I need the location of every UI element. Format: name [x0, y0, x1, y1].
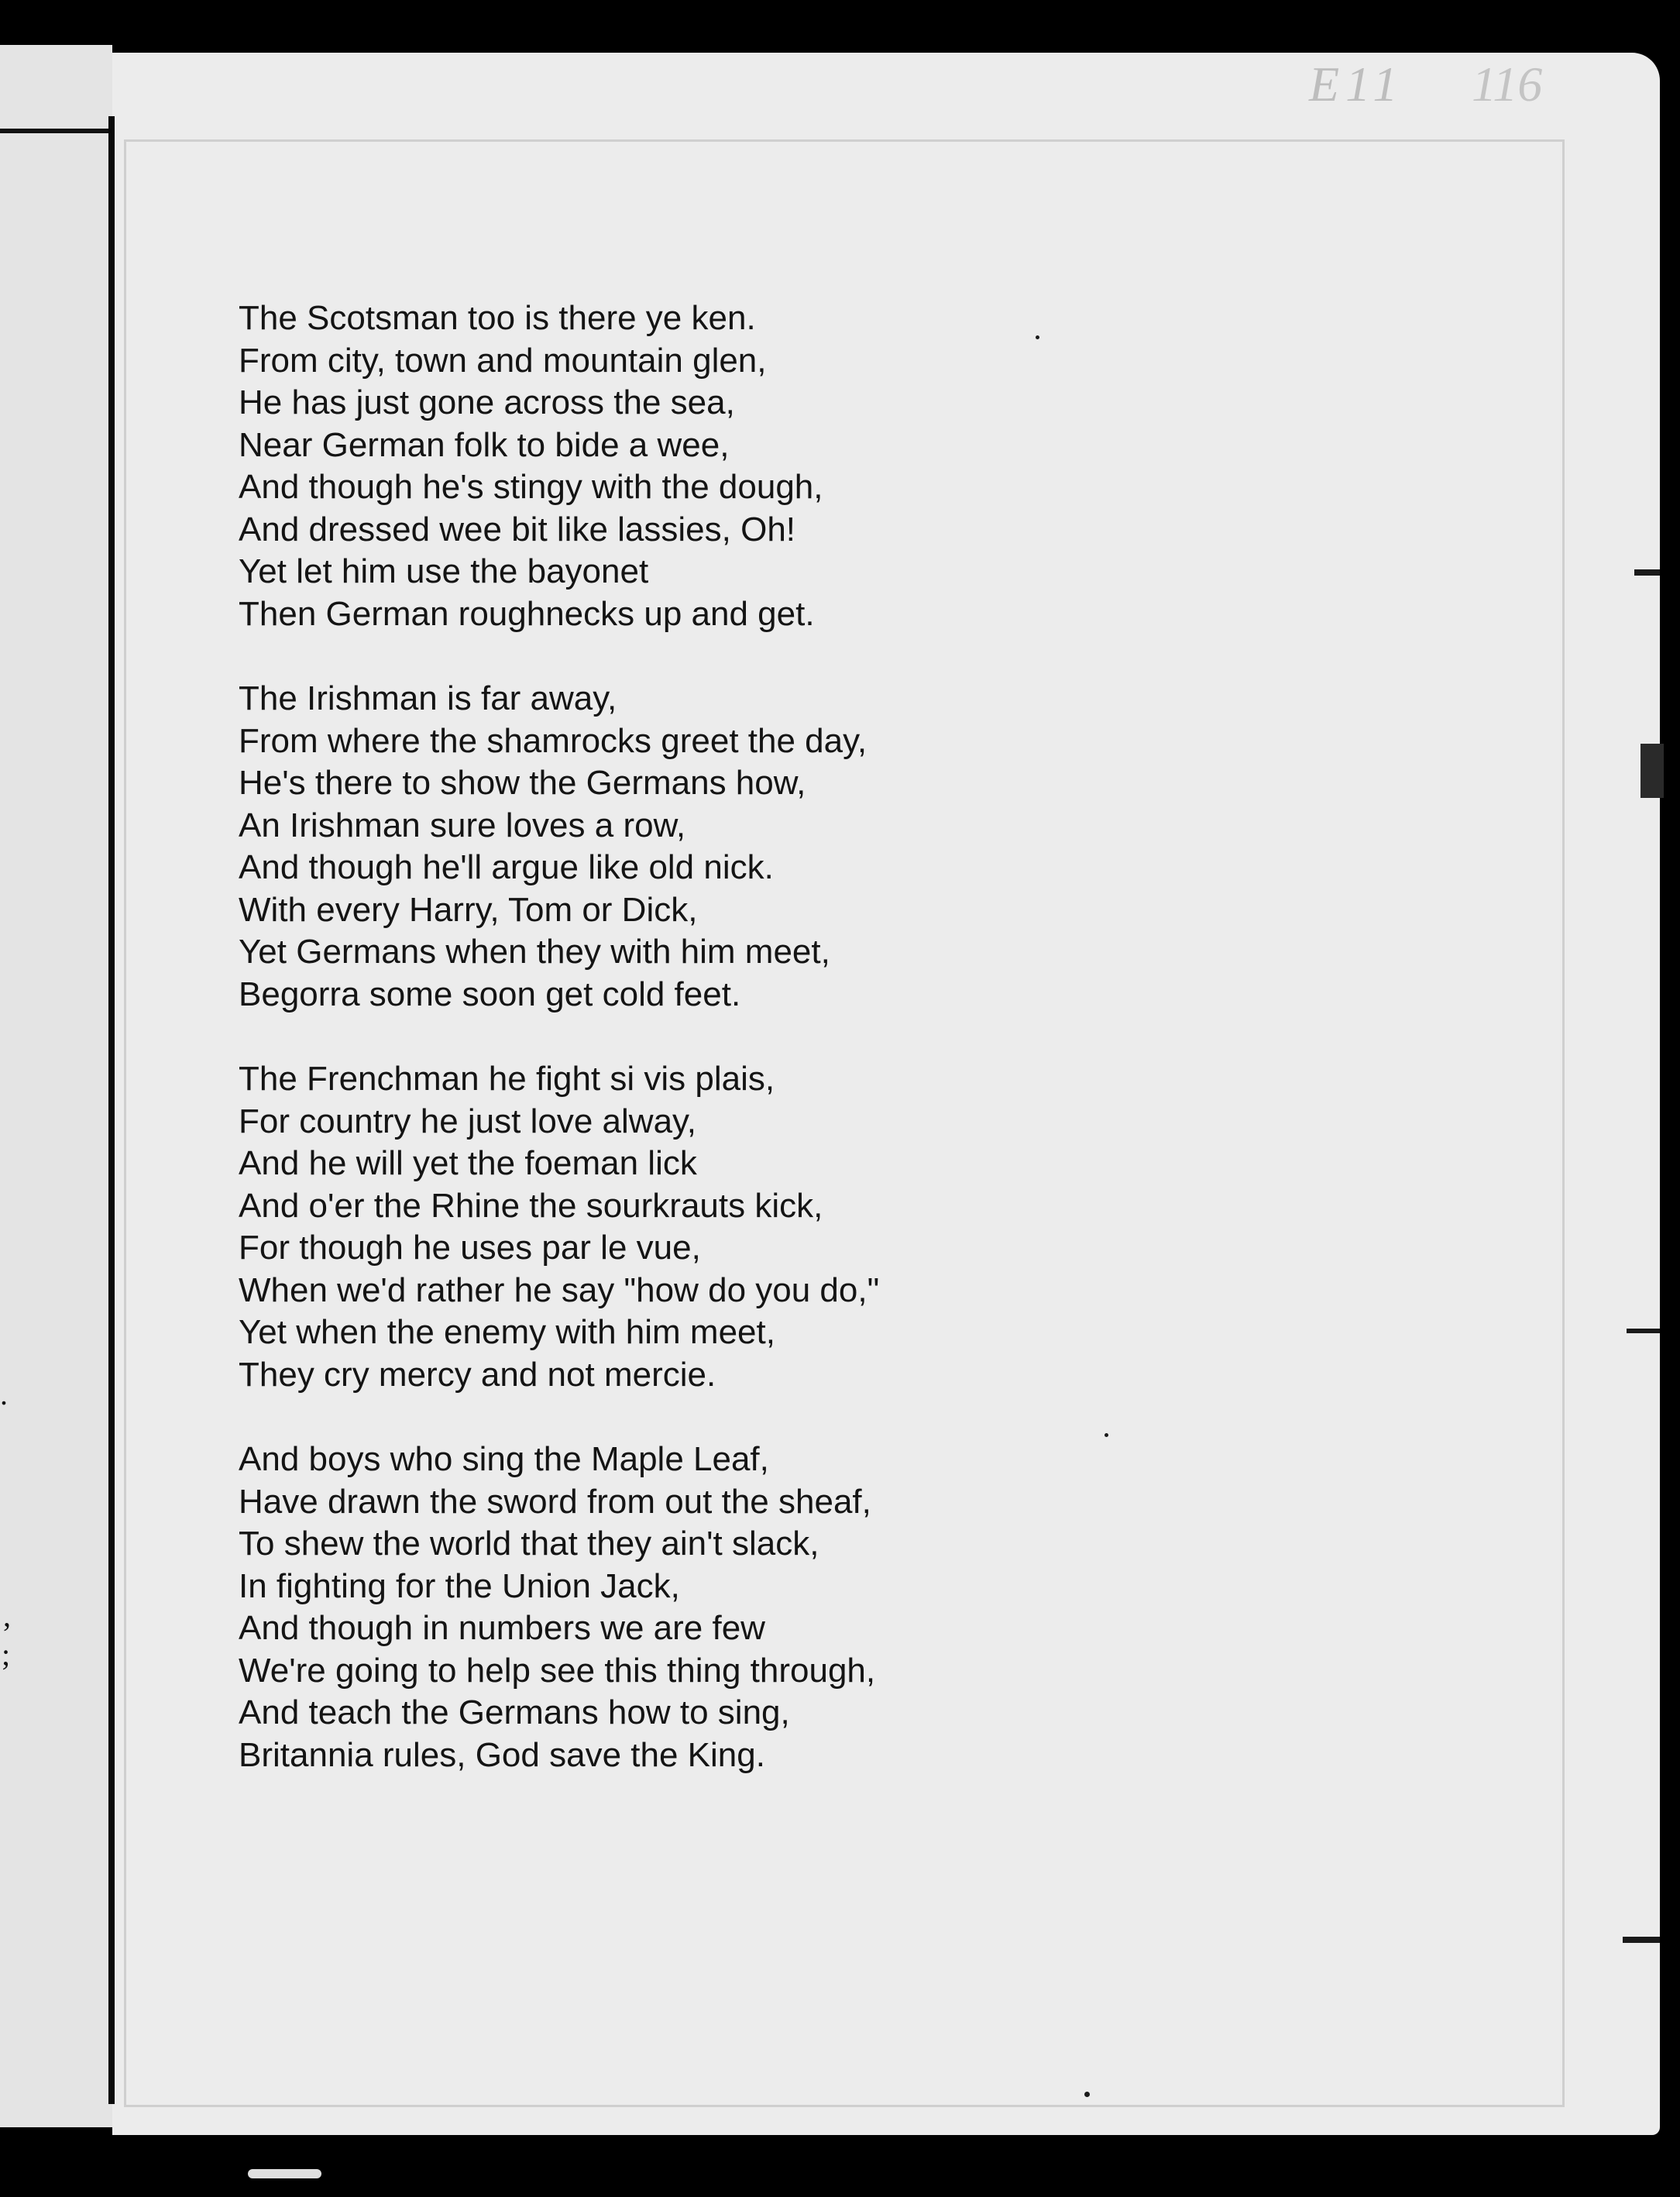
- stanza-scotsman: [239, 297, 1245, 635]
- poem-line: In fighting for the Union Jack,: [239, 1566, 680, 1605]
- poem-line: And teach the Germans how to sing,: [239, 1693, 790, 1731]
- page-edge-tear: [1640, 744, 1664, 798]
- poem-line: And o'er the Rhine the sourkrauts kick,: [239, 1186, 823, 1225]
- scan-speck: [1084, 2092, 1090, 2097]
- poem-line: The Irishman is far away,: [239, 679, 617, 717]
- poem-line: We're going to help see this thing through,: [239, 1651, 876, 1690]
- scan-speck: [1105, 1433, 1108, 1437]
- poem-line: And though he'll argue like old nick.: [239, 848, 774, 886]
- folio-mark-right: 116: [1472, 57, 1543, 112]
- poem-line: And though in numbers we are few: [239, 1609, 765, 1647]
- poem-line: They cry mercy and not mercie.: [239, 1355, 716, 1394]
- stanza-irishman: [239, 678, 1245, 1016]
- poem-line: Near German folk to bide a wee,: [239, 425, 730, 464]
- poem-line: Yet when the enemy with him meet,: [239, 1313, 775, 1351]
- poem-line: Begorra some soon get cold feet.: [239, 975, 741, 1013]
- poem-line: An Irishman sure loves a row,: [239, 806, 686, 844]
- poem-line: From where the shamrocks greet the day,: [239, 721, 867, 760]
- poem-line: And boys who sing the Maple Leaf,: [239, 1440, 769, 1478]
- left-page-mark-comma: ,: [3, 1598, 11, 1633]
- poem-line: Britannia rules, God save the King.: [239, 1735, 765, 1774]
- poem-line: For though he uses par le vue,: [239, 1229, 701, 1267]
- scan-speck: [1036, 335, 1039, 339]
- poem-line: Then German roughnecks up and get.: [239, 594, 815, 633]
- left-page-edge: [0, 45, 112, 2127]
- left-page-mark-semicolon: ;: [2, 1637, 11, 1672]
- poem-line: To shew the world that they ain't slack,: [239, 1525, 819, 1563]
- poem-line: The Frenchman he fight si vis plais,: [239, 1060, 775, 1098]
- poem-line: He's there to show the Germans how,: [239, 764, 806, 802]
- poem-line: From city, town and mountain glen,: [239, 341, 767, 380]
- spine-rule: [108, 116, 115, 2104]
- page-edge-tear: [1634, 569, 1660, 576]
- stanza-maple-leaf: [239, 1439, 1245, 1776]
- poem-line: And he will yet the foeman lick: [239, 1144, 697, 1182]
- poem-line: Yet Germans when they with him meet,: [239, 933, 830, 971]
- page-edge-tear: [1627, 1329, 1660, 1333]
- poem-line: And dressed wee bit like lassies, Oh!: [239, 510, 796, 548]
- folio-mark-left: E11: [1309, 57, 1404, 112]
- page-edge-tear: [1623, 1937, 1660, 1943]
- left-page-mark-period: .: [0, 1377, 8, 1411]
- poem-line: Yet let him use the bayonet: [239, 552, 649, 590]
- left-page-top-rule: [0, 129, 112, 133]
- poem-line: He has just gone across the sea,: [239, 383, 735, 421]
- paper-fragment: [248, 2169, 321, 2178]
- poem-line: The Scotsman too is there ye ken.: [239, 299, 756, 337]
- poem-line: And though he's stingy with the dough,: [239, 468, 823, 506]
- poem-line: When we'd rather he say "how do you do,": [239, 1270, 880, 1309]
- poem-line: With every Harry, Tom or Dick,: [239, 890, 698, 929]
- poem-line: For country he just love alway,: [239, 1102, 696, 1140]
- poem-line: Have drawn the sword from out the sheaf,: [239, 1482, 871, 1521]
- poem-body: [239, 297, 1245, 1819]
- stanza-frenchman: [239, 1058, 1245, 1396]
